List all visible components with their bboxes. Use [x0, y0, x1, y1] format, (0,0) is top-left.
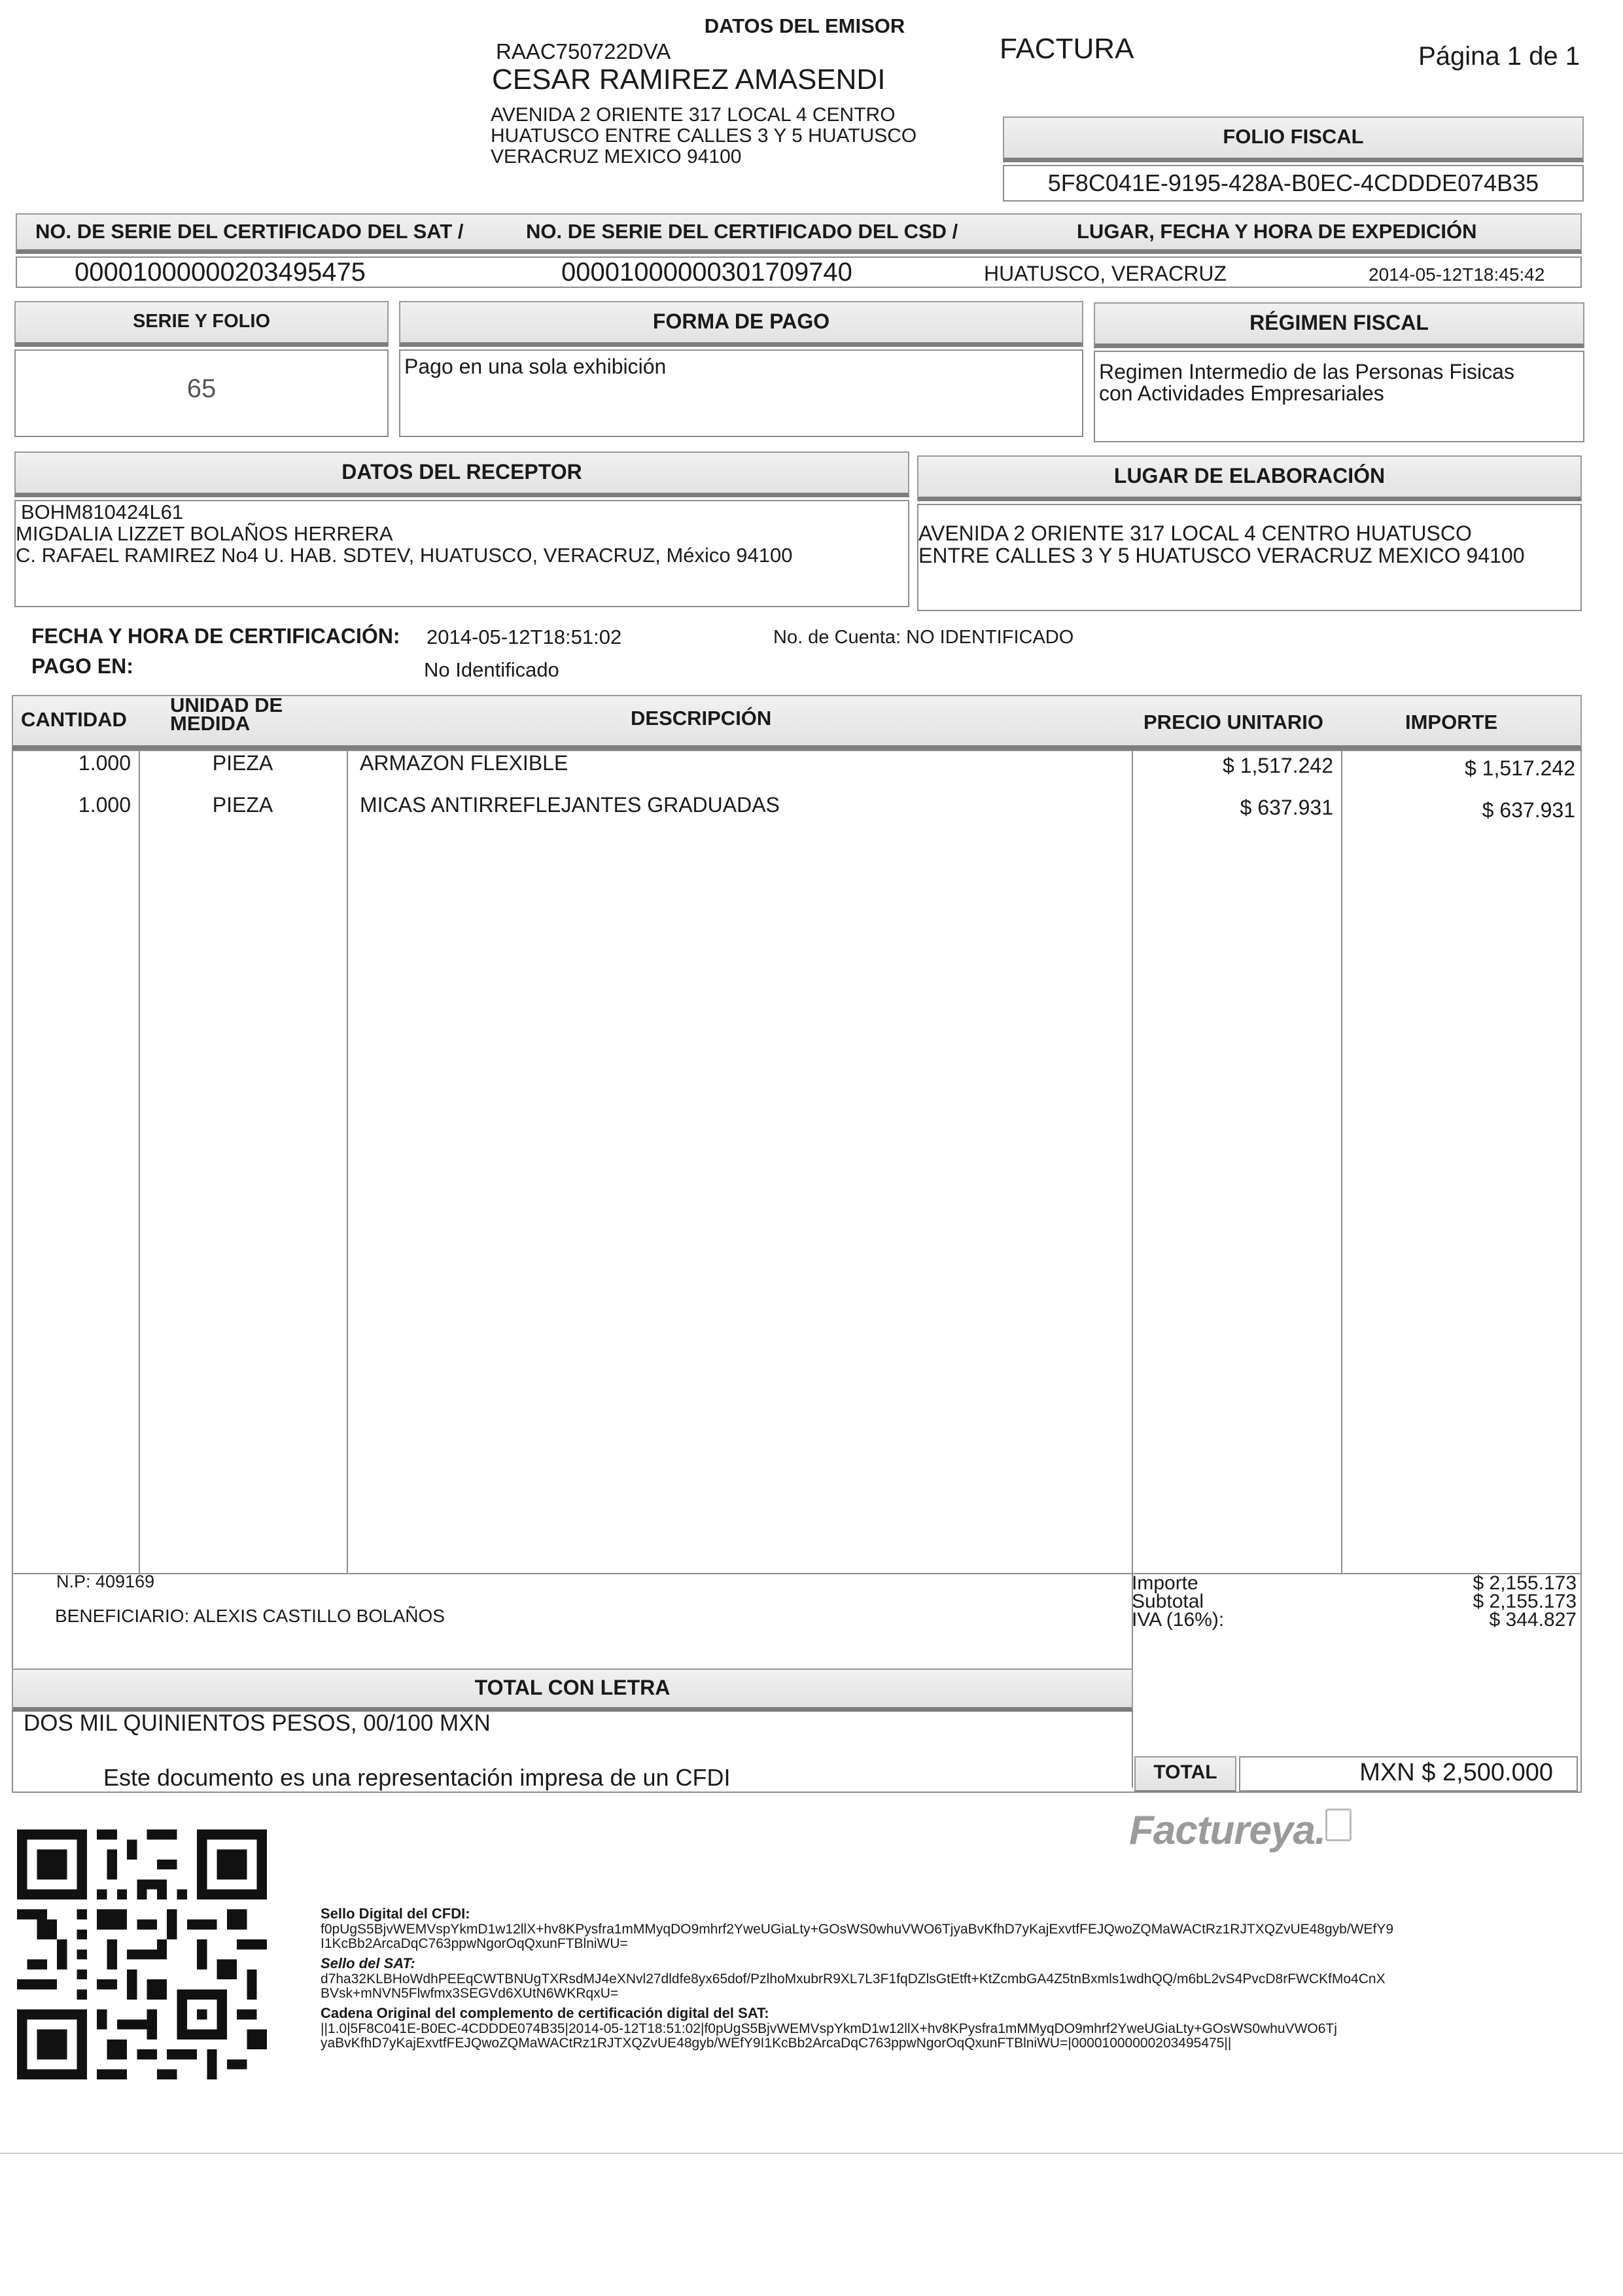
sat-seal-line2: BVsk+mNVN5Flwfmx3SEGVd6XUtN6WKRqxU= — [321, 1986, 619, 2001]
total-value: MXN $ 2,500.000 — [1359, 1759, 1553, 1786]
iva-label: IVA (16%): — [1132, 1609, 1225, 1631]
seals-block — [321, 1905, 1577, 2051]
chain-label: Cadena Original del complemento de certificación digital del SAT: — [321, 2005, 769, 2021]
issuer-address-line2: HUATUSCO ENTRE CALLES 3 Y 5 HUATUSCO — [491, 125, 917, 147]
issuer-rfc: RAAC750722DVA — [496, 39, 671, 63]
iva-value: $ 344.827 — [1489, 1609, 1577, 1631]
total-box — [1239, 1756, 1578, 1792]
receptor-rfc: BOHM810424L61 — [21, 501, 184, 523]
page-indicator: Página 1 de 1 — [1418, 42, 1580, 71]
expedition-date: 2014-05-12T18:45:42 — [1369, 264, 1545, 285]
sat-cert-value: 00001000000203495475 — [75, 258, 366, 287]
folio-fiscal-box — [1003, 165, 1584, 202]
elaboracion-box — [917, 504, 1582, 611]
beneficiary: BENEFICIARIO: ALEXIS CASTILLO BOLAÑOS — [55, 1606, 445, 1626]
col-amount: IMPORTE — [1405, 711, 1498, 733]
item-unit: PIEZA — [212, 751, 273, 775]
chain-line2: yaBvKfhD7yKajExvtfFEJQwoZQMaWACtRz1RJTXQZvUE48gyb/WEfY9I1KcBb2ArcaDqC763ppwNgorOqQxunFTBlniWU=|00001000000203495475|| — [321, 2036, 1232, 2051]
receptor-address: C. RAFAEL RAMIREZ No4 U. HAB. SDTEV, HUATUSCO, VERACRUZ, México 94100 — [16, 544, 793, 567]
document-type: FACTURA — [1000, 33, 1134, 65]
issuer-address-line1: AVENIDA 2 ORIENTE 317 LOCAL 4 CENTRO — [491, 104, 896, 126]
csd-cert-value: 00001000000301709740 — [561, 258, 852, 287]
sat-seal-label: Sello del SAT: — [321, 1955, 415, 1971]
cfdi-seal-label: Sello Digital del CFDI: — [321, 1905, 470, 1922]
item-desc: ARMAZON FLEXIBLE — [360, 751, 568, 775]
importe-label: Importe — [1132, 1572, 1198, 1594]
sat-cert-label: NO. DE SERIE DEL CERTIFICADO DEL SAT / — [35, 220, 464, 243]
chain-line1: ||1.0|5F8C041E-B0EC-4CDDDE074B35|2014-05-12T18:51:02|f0pUgS5BjvWEMVspYkmD1w12llX+hv8KPysfra1mMMyqDO9mhrf2YweUGiaLty+GOsWS0whuVWO6Tj — [321, 2021, 1337, 2036]
receptor-box — [14, 500, 909, 607]
expedition-place: HUATUSCO, VERACRUZ — [984, 262, 1227, 285]
regimen-fiscal-header: RÉGIMEN FISCAL — [1094, 302, 1584, 348]
totals-block — [1132, 1574, 1577, 1629]
item-amount: $ 1,517.242 — [1464, 756, 1575, 780]
pago-en-value: No Identificado — [424, 658, 559, 681]
factureya-logo: Factureya. — [1129, 1808, 1326, 1853]
forma-pago-box — [399, 349, 1083, 437]
place-date-label: LUGAR, FECHA Y HORA DE EXPEDICIÓN — [1077, 220, 1477, 243]
certification-date: 2014-05-12T18:51:02 — [427, 626, 622, 648]
item-qty: 1.000 — [78, 793, 131, 817]
issuer-address — [491, 105, 916, 168]
certificate-header — [16, 213, 1582, 254]
receptor-name: MIGDALIA LIZZET BOLAÑOS HERRERA — [16, 522, 393, 545]
folio-fiscal-value: 5F8C041E-9195-428A-B0EC-4CDDDE074B35 — [1047, 169, 1539, 196]
issuer-section-title: DATOS DEL EMISOR — [704, 14, 905, 37]
serie-folio-box — [14, 349, 389, 437]
item-price: $ 1,517.242 — [1222, 754, 1333, 777]
np-note: N.P: 409169 — [56, 1572, 155, 1591]
col-price: PRECIO UNITARIO — [1143, 711, 1323, 733]
serie-folio-value: 65 — [186, 374, 217, 403]
pago-en-label: PAGO EN: — [31, 654, 133, 678]
account-number: No. de Cuenta: NO IDENTIFICADO — [773, 627, 1074, 648]
item-unit: PIEZA — [212, 793, 273, 817]
elaboracion-line1: AVENIDA 2 ORIENTE 317 LOCAL 4 CENTRO HUATUSCO — [918, 521, 1472, 545]
qr-code — [17, 1829, 267, 2079]
subtotal-label: Subtotal — [1132, 1591, 1204, 1612]
cfdi-note: Este documento es una representación impresa de un CFDI — [103, 1764, 731, 1791]
issuer-name: CESAR RAMIREZ AMASENDI — [492, 63, 886, 96]
subtotal-value: $ 2,155.173 — [1473, 1591, 1577, 1612]
importe-value: $ 2,155.173 — [1473, 1572, 1577, 1594]
items-table-body — [12, 750, 1582, 1574]
cfdi-seal-line1: f0pUgS5BjvWEMVspYkmD1w12llX+hv8KPysfra1mMMyqDO9mhrf2YweUGiaLty+GOsWS0whuVWO6TjyaBvKfhD7yKajExvtfFEJQwoZQMaWACtRz1RJTXQZvUE48gyb/WEfY9 — [321, 1922, 1394, 1937]
total-letra-header: TOTAL CON LETRA — [12, 1669, 1133, 1712]
serie-folio-header: SERIE Y FOLIO — [14, 301, 389, 347]
col-divider — [347, 750, 348, 1574]
scan-edge — [0, 2153, 1623, 2154]
col-qty: CANTIDAD — [21, 708, 127, 731]
items-table-header — [12, 695, 1582, 750]
col-unit — [170, 696, 283, 733]
regimen-fiscal-box — [1094, 351, 1584, 442]
document-icon — [1325, 1809, 1352, 1841]
csd-cert-label: NO. DE SERIE DEL CERTIFICADO DEL CSD / — [526, 220, 958, 243]
total-label: TOTAL — [1134, 1756, 1236, 1792]
regimen-line2: con Actividades Empresariales — [1099, 381, 1384, 405]
col-divider — [139, 750, 140, 1574]
total-letra-value: DOS MIL QUINIENTOS PESOS, 00/100 MXN — [24, 1710, 491, 1736]
item-amount: $ 637.931 — [1482, 798, 1575, 822]
sat-seal-line1: d7ha32KLBHoWdhPEEqCWTBNUgTXRsdMJ4eXNvl27dldfe8yx65dof/PzlhoMxubrR9XL7L3F1fqDZlsGtEtft+KtZcmbGA4Z5tnBxmls1wdhQQ/m6bL2vS4PvcD8rFWCKfMo4CnX — [321, 1971, 1386, 1987]
col-divider — [1341, 750, 1342, 1574]
col-unit-line2: MEDIDA — [170, 712, 251, 735]
col-unit-line1: UNIDAD DE — [170, 694, 283, 716]
item-desc: MICAS ANTIRREFLEJANTES GRADUADAS — [360, 793, 780, 817]
receptor-header: DATOS DEL RECEPTOR — [14, 451, 909, 497]
forma-pago-value: Pago en una sola exhibición — [404, 355, 667, 378]
item-qty: 1.000 — [78, 751, 131, 775]
certificate-values — [16, 256, 1582, 288]
issuer-address-line3: VERACRUZ MEXICO 94100 — [491, 146, 742, 168]
forma-pago-header: FORMA DE PAGO — [399, 301, 1083, 347]
cfdi-seal-line2: I1KcBb2ArcaDqC763ppwNgorOqQxunFTBlniWU= — [321, 1936, 628, 1951]
elaboracion-header: LUGAR DE ELABORACIÓN — [917, 455, 1582, 501]
certification-label: FECHA Y HORA DE CERTIFICACIÓN: — [31, 624, 400, 648]
folio-fiscal-header: FOLIO FISCAL — [1003, 116, 1584, 162]
elaboracion-line2: ENTRE CALLES 3 Y 5 HUATUSCO VERACRUZ MEXICO 94100 — [918, 544, 1525, 567]
item-price: $ 637.931 — [1240, 796, 1333, 819]
regimen-line1: Regimen Intermedio de las Personas Fisicas — [1099, 360, 1514, 383]
col-desc: DESCRIPCIÓN — [631, 707, 772, 730]
